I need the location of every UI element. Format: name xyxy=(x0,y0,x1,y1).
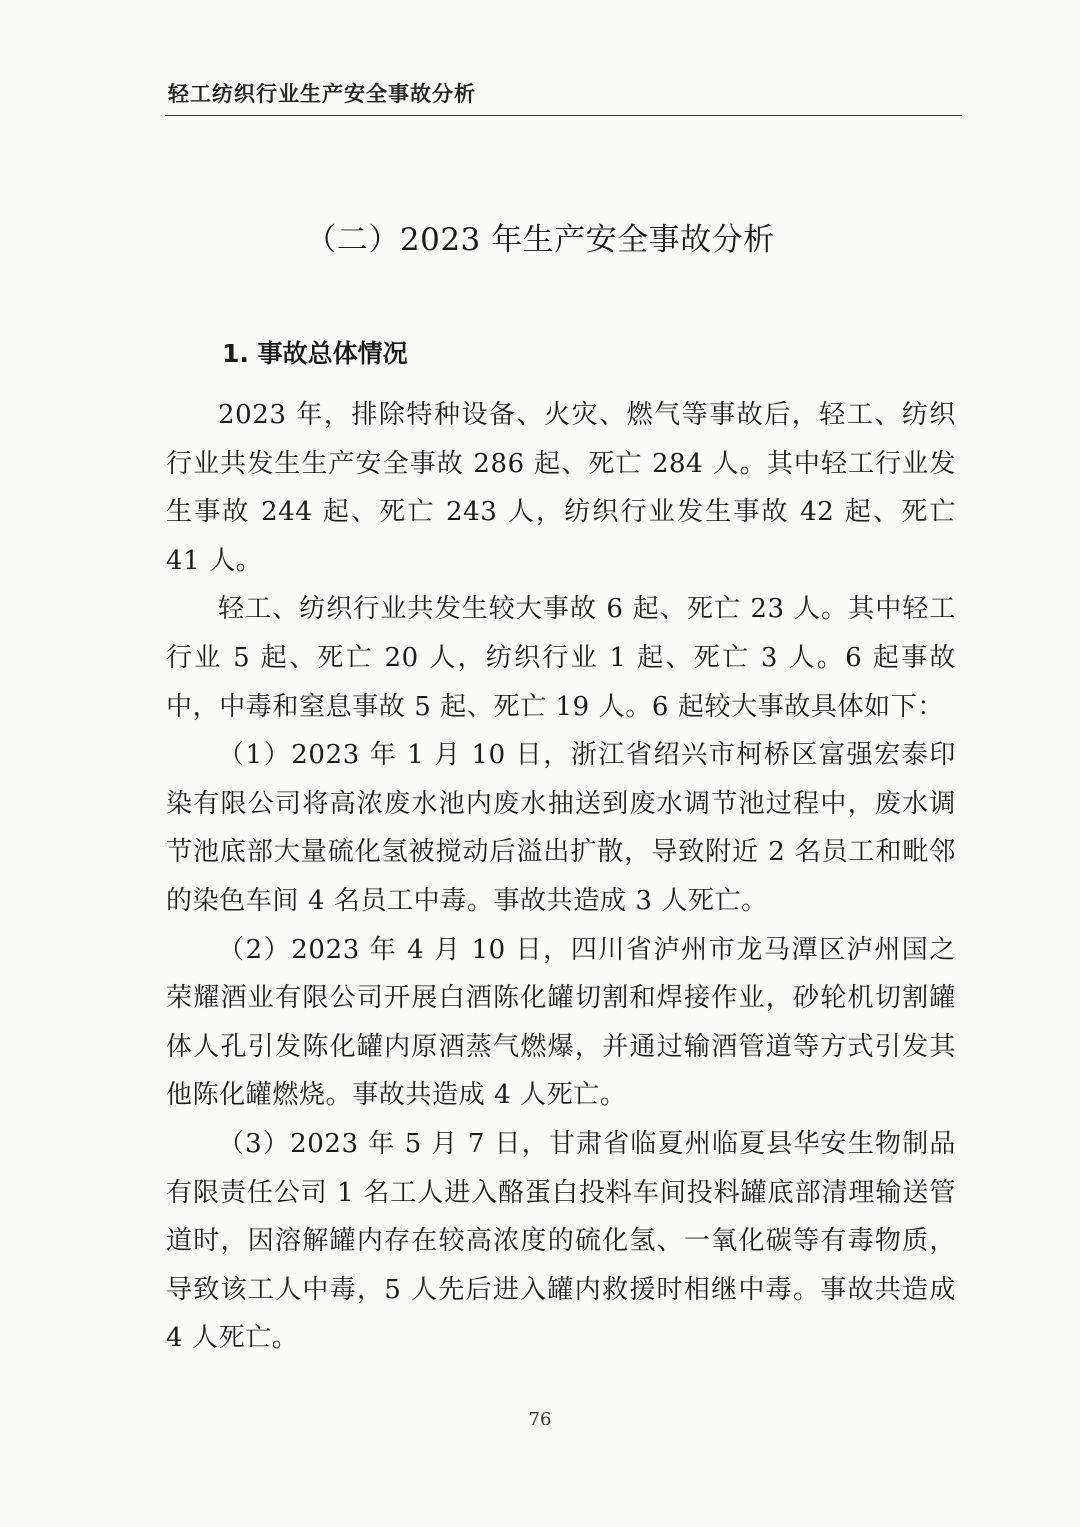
subsection-title: 1. 事故总体情况 xyxy=(222,339,408,368)
paragraph-case-3: （3）2023 年 5 月 7 日，甘肃省临夏州临夏县华安生物制品有限责任公司 1 名工人进入酪蛋白投料车间投料罐底部清理输送管道时，因溶解罐内存在较高浓度的硫化氢、一氧化碳等有毒物质，导致该工人中毒，5 人先后进入罐内救援时相继中毒。事故共造成 4 人死亡。 xyxy=(166,1128,956,1354)
paragraph-overview: 2023 年，排除特种设备、火灾、燃气等事故后，轻工、纺织行业共发生生产安全事故 286 起、死亡 284 人。其中轻工行业发生事故 244 起、死亡 243 人，纺织行业发生事故 42 起、死亡 41 人。 xyxy=(166,400,956,576)
paragraph-case-1: （1）2023 年 1 月 10 日，浙江省绍兴市柯桥区富强宏泰印染有限公司将高浓废水池内废水抽送到废水调节池过程中，废水调节池底部大量硫化氢被搅动后溢出扩散，导致附近 2 名员工和毗邻的染色车间 4 名员工中毒。事故共造成 3 人死亡。 xyxy=(166,740,956,916)
paragraph-case-2: （2）2023 年 4 月 10 日，四川省泸州市龙马潭区泸州国之荣耀酒业有限公司开展白酒陈化罐切割和焊接作业，砂轮机切割罐体人孔引发陈化罐内原酒蒸气燃爆，并通过输酒管道等方式引发其他陈化罐燃烧。事故共造成 4 人死亡。 xyxy=(166,934,956,1111)
page-number: 76 xyxy=(528,1409,552,1430)
header-divider xyxy=(165,115,962,116)
running-header-title: 轻工纺织行业生产安全事故分析 xyxy=(168,82,476,106)
body-text xyxy=(166,391,956,1363)
paragraph-major-accidents: 轻工、纺织行业共发生较大事故 6 起、死亡 23 人。其中轻工行业 5 起、死亡 20 人，纺织行业 1 起、死亡 3 人。6 起事故中，中毒和窒息事故 5 起、死亡 19 人。6 起较大事故具体如下： xyxy=(166,594,956,722)
section-title: （二）2023 年生产安全事故分析 xyxy=(305,222,775,258)
